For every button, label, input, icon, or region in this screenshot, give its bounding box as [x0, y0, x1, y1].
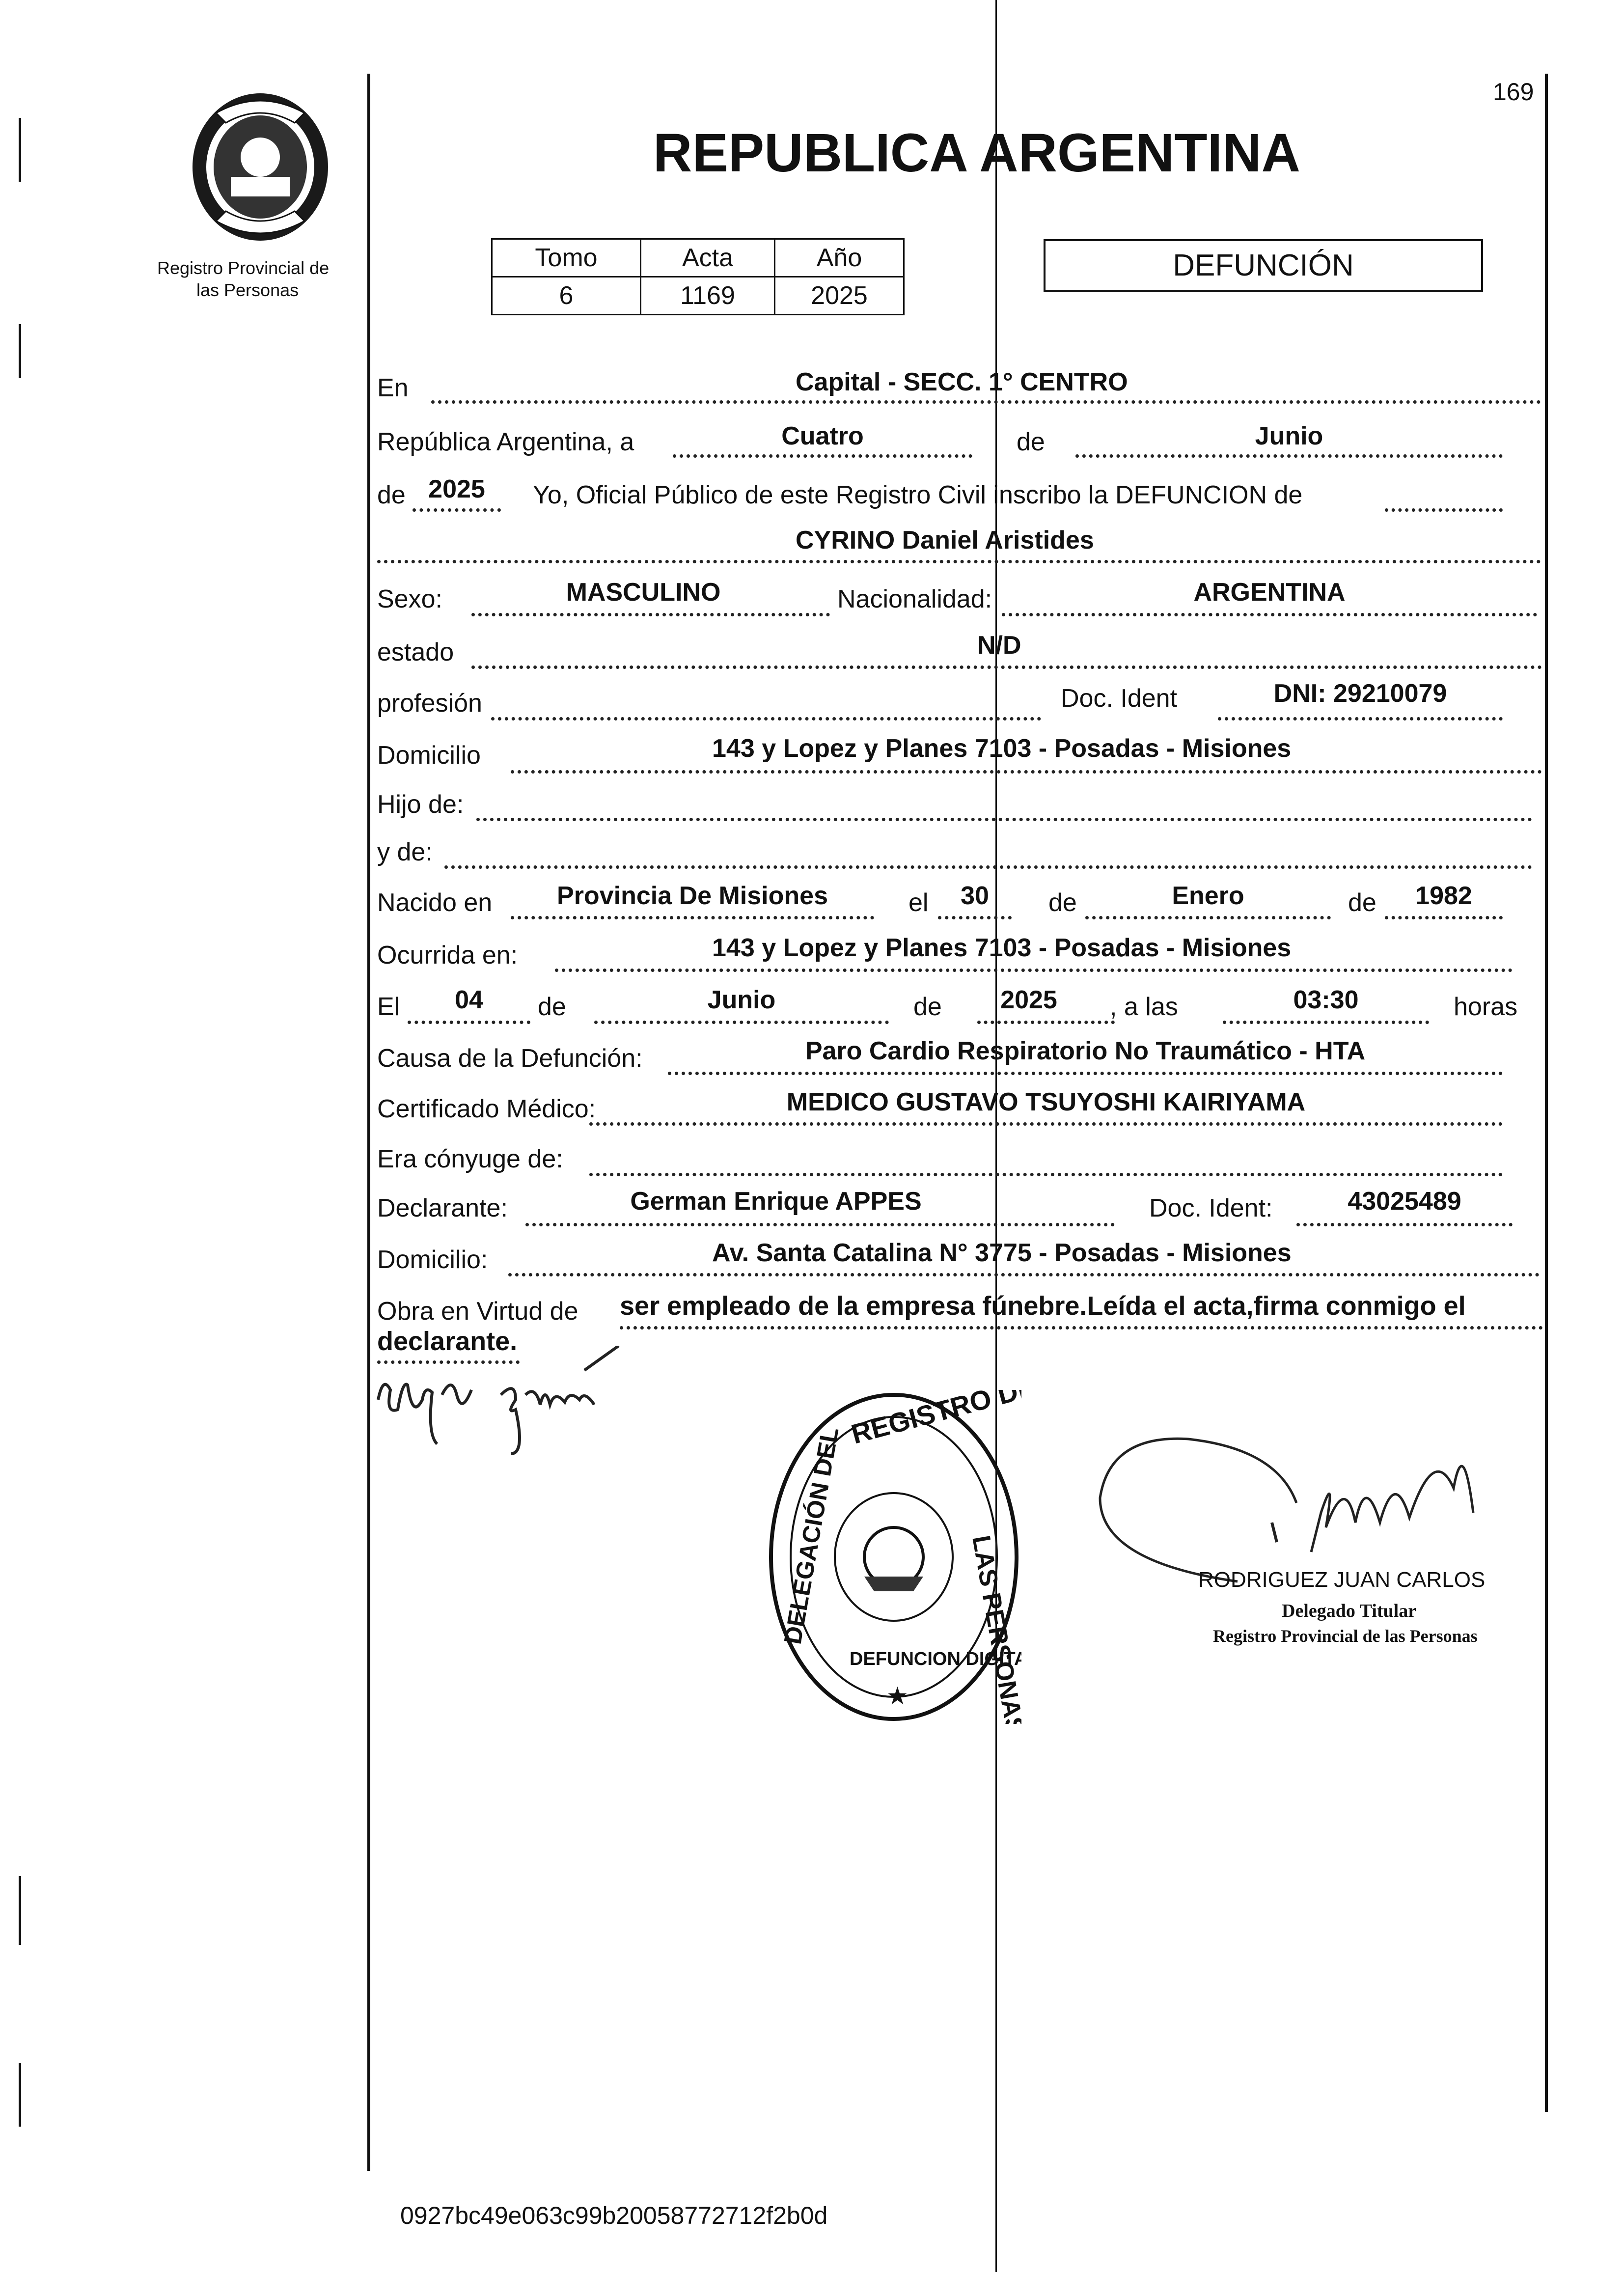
- yde-label: y de:: [377, 838, 433, 866]
- conyuge-dotted-line: [589, 1173, 1503, 1176]
- stamp-text-top: REGISTRO DE: [848, 1390, 1021, 1450]
- record-table-header: Tomo: [492, 239, 641, 277]
- record-table-header: Año: [775, 239, 904, 277]
- declarante-doc-dotted-line: [1296, 1223, 1513, 1226]
- republica-label: República Argentina, a: [377, 428, 634, 456]
- hijo-dotted-line: [476, 818, 1532, 821]
- delegation-stamp: [766, 1390, 1021, 1724]
- nacido-label: Nacido en: [377, 888, 493, 917]
- birth-de2-label: de: [1348, 888, 1376, 917]
- stamp-text-bottom: DEFUNCION DIGITAL: [850, 1649, 1021, 1669]
- declarant-signature-icon: [368, 1346, 663, 1459]
- death-year-value: 2025: [1000, 986, 1057, 1014]
- page-number: 169: [1493, 78, 1534, 106]
- year-value: 2025: [428, 475, 485, 503]
- birth-de1-label: de: [1048, 888, 1077, 917]
- estado-value: N/D: [977, 631, 1021, 660]
- inscribo-text: Yo, Oficial Público de este Registro Civil inscribo la DEFUNCION de: [533, 481, 1303, 509]
- death-month-dotted-line: [594, 1021, 889, 1024]
- certificado-value: MEDICO GUSTAVO TSUYOSHI KAIRIYAMA: [786, 1088, 1306, 1116]
- official-title: Delegado Titular: [1282, 1601, 1417, 1621]
- yde-dotted-line: [444, 865, 1532, 869]
- domicilio2-dotted-line: [508, 1273, 1540, 1276]
- inscribo-dotted-line: [1385, 508, 1503, 512]
- stamp-text-right: LAS PERSONAS: [966, 1533, 1021, 1724]
- nacido-value: Provincia De Misiones: [557, 882, 828, 910]
- domicilio-value: 143 y Lopez y Planes 7103 - Posadas - Misiones: [712, 734, 1292, 763]
- month-dotted-line: [1075, 454, 1503, 458]
- sexo-label: Sexo:: [377, 585, 442, 613]
- hijo-label: Hijo de:: [377, 790, 464, 819]
- doc-ident-value: DNI: 29210079: [1273, 679, 1447, 708]
- left-margin-line: [367, 74, 370, 2171]
- month-value: Junio: [1255, 422, 1323, 450]
- ocurrida-label: Ocurrida en:: [377, 941, 518, 970]
- record-table: [491, 238, 905, 315]
- document-hash: 0927bc49e063c99b20058772712f2b0d: [400, 2202, 828, 2229]
- sexo-dotted-line: [471, 613, 830, 616]
- act-type-box: [1044, 239, 1483, 292]
- estado-label: estado: [377, 638, 454, 666]
- death-time-dotted-line: [1223, 1021, 1429, 1024]
- provincial-seal: [187, 83, 334, 246]
- ocurrida-dotted-line: [555, 969, 1513, 972]
- alas-label: , a las: [1110, 993, 1178, 1021]
- stamp-text-left: DELEGACIÓN DEL: [778, 1425, 844, 1646]
- en-value: Capital - SECC. 1° CENTRO: [796, 368, 1128, 396]
- domicilio2-value: Av. Santa Catalina N° 3775 - Posadas - Misiones: [712, 1239, 1292, 1267]
- declarante-label: Declarante:: [377, 1194, 508, 1222]
- left-edge-mark-1: [19, 118, 21, 182]
- certificado-label: Certificado Médico:: [377, 1095, 596, 1123]
- causa-dotted-line: [668, 1072, 1503, 1075]
- year-dotted-line: [413, 508, 501, 512]
- domicilio2-label: Domicilio:: [377, 1246, 488, 1274]
- delegation-stamp-icon: [766, 1390, 1021, 1724]
- certificado-dotted-line: [589, 1122, 1503, 1126]
- declarante-doc-value: 43025489: [1348, 1187, 1461, 1216]
- page-title: REPUBLICA ARGENTINA: [653, 123, 1300, 183]
- declarant-signature: [368, 1346, 663, 1459]
- registry-line-1: Registro Provincial de: [157, 258, 330, 278]
- declarante-value: German Enrique APPES: [630, 1187, 922, 1216]
- birth-year-dotted-line: [1385, 916, 1503, 919]
- deceased-name-value: CYRINO Daniel Aristides: [796, 526, 1094, 554]
- right-margin-line: [1545, 74, 1548, 2112]
- ocurrida-value: 143 y Lopez y Planes 7103 - Posadas - Misiones: [712, 934, 1292, 962]
- domicilio-dotted-line: [511, 770, 1542, 774]
- death-year-dotted-line: [977, 1021, 1115, 1024]
- birth-day-dotted-line: [938, 916, 1012, 919]
- obra-dotted-line: [620, 1326, 1543, 1330]
- nacionalidad-dotted-line: [1002, 613, 1537, 616]
- estado-dotted-line: [471, 665, 1542, 669]
- official-name: RODRIGUEZ JUAN CARLOS: [1198, 1568, 1486, 1592]
- profesion-label: profesión: [377, 689, 482, 718]
- birth-day-value: 30: [961, 882, 989, 910]
- horas-label: horas: [1454, 993, 1518, 1021]
- birth-month-value: Enero: [1172, 882, 1244, 910]
- nacionalidad-label: Nacionalidad:: [837, 585, 992, 613]
- left-edge-mark-2: [19, 324, 21, 378]
- day-dotted-line: [673, 454, 972, 458]
- record-table-header-row: [492, 239, 904, 277]
- birth-year-value: 1982: [1415, 882, 1472, 910]
- year-de-label: de: [377, 481, 406, 509]
- nacionalidad-value: ARGENTINA: [1193, 578, 1346, 607]
- doc-ident-dotted-line: [1218, 717, 1503, 720]
- provincial-seal-icon: [187, 83, 334, 246]
- birth-month-dotted-line: [1085, 916, 1331, 919]
- obra-label: Obra en Virtud de: [377, 1297, 578, 1326]
- causa-value: Paro Cardio Respiratorio No Traumático - HTA: [805, 1037, 1366, 1065]
- registry-line-2: las Personas: [196, 280, 299, 300]
- record-table-cell: 1169: [641, 277, 775, 315]
- en-label: En: [377, 374, 409, 402]
- causa-label: Causa de la Defunción:: [377, 1044, 643, 1073]
- record-table-value-row: [492, 277, 904, 315]
- death-month-value: Junio: [707, 986, 776, 1014]
- sexo-value: MASCULINO: [566, 578, 721, 607]
- record-table-header: Acta: [641, 239, 775, 277]
- nacido-dotted-line: [511, 916, 874, 919]
- act-type-label: DEFUNCIÓN: [1173, 249, 1354, 282]
- death-de1-label: de: [538, 993, 566, 1021]
- day-words-value: Cuatro: [781, 422, 864, 450]
- birth-el-label: el: [908, 888, 929, 917]
- profesion-dotted-line: [491, 717, 1041, 720]
- death-el-label: El: [377, 993, 400, 1021]
- left-edge-mark-4: [19, 2063, 21, 2127]
- conyuge-label: Era cónyuge de:: [377, 1145, 563, 1173]
- month-de-label: de: [1017, 428, 1045, 456]
- obra-value-line2: declarante.: [377, 1327, 518, 1356]
- en-dotted-line: [431, 400, 1541, 404]
- left-edge-mark-3: [19, 1876, 21, 1945]
- record-table-cell: 2025: [775, 277, 904, 315]
- obra-value: ser empleado de la empresa fúnebre.Leída el acta,firma conmigo el: [620, 1291, 1466, 1321]
- death-day-value: 04: [455, 986, 483, 1014]
- death-time-value: 03:30: [1293, 986, 1359, 1014]
- declarante-dotted-line: [525, 1223, 1115, 1226]
- center-fold-line: [995, 0, 997, 2272]
- deceased-dotted-line: [377, 560, 1541, 563]
- official-org: Registro Provincial de las Personas: [1213, 1626, 1478, 1646]
- declarante-doc-label: Doc. Ident:: [1149, 1194, 1273, 1222]
- doc-ident-label: Doc. Ident: [1061, 684, 1178, 713]
- death-day-dotted-line: [408, 1021, 530, 1024]
- domicilio-label: Domicilio: [377, 741, 481, 770]
- death-de2-label: de: [913, 993, 942, 1021]
- record-table-cell: 6: [492, 277, 641, 315]
- stamp-star-icon: ★: [886, 1682, 908, 1710]
